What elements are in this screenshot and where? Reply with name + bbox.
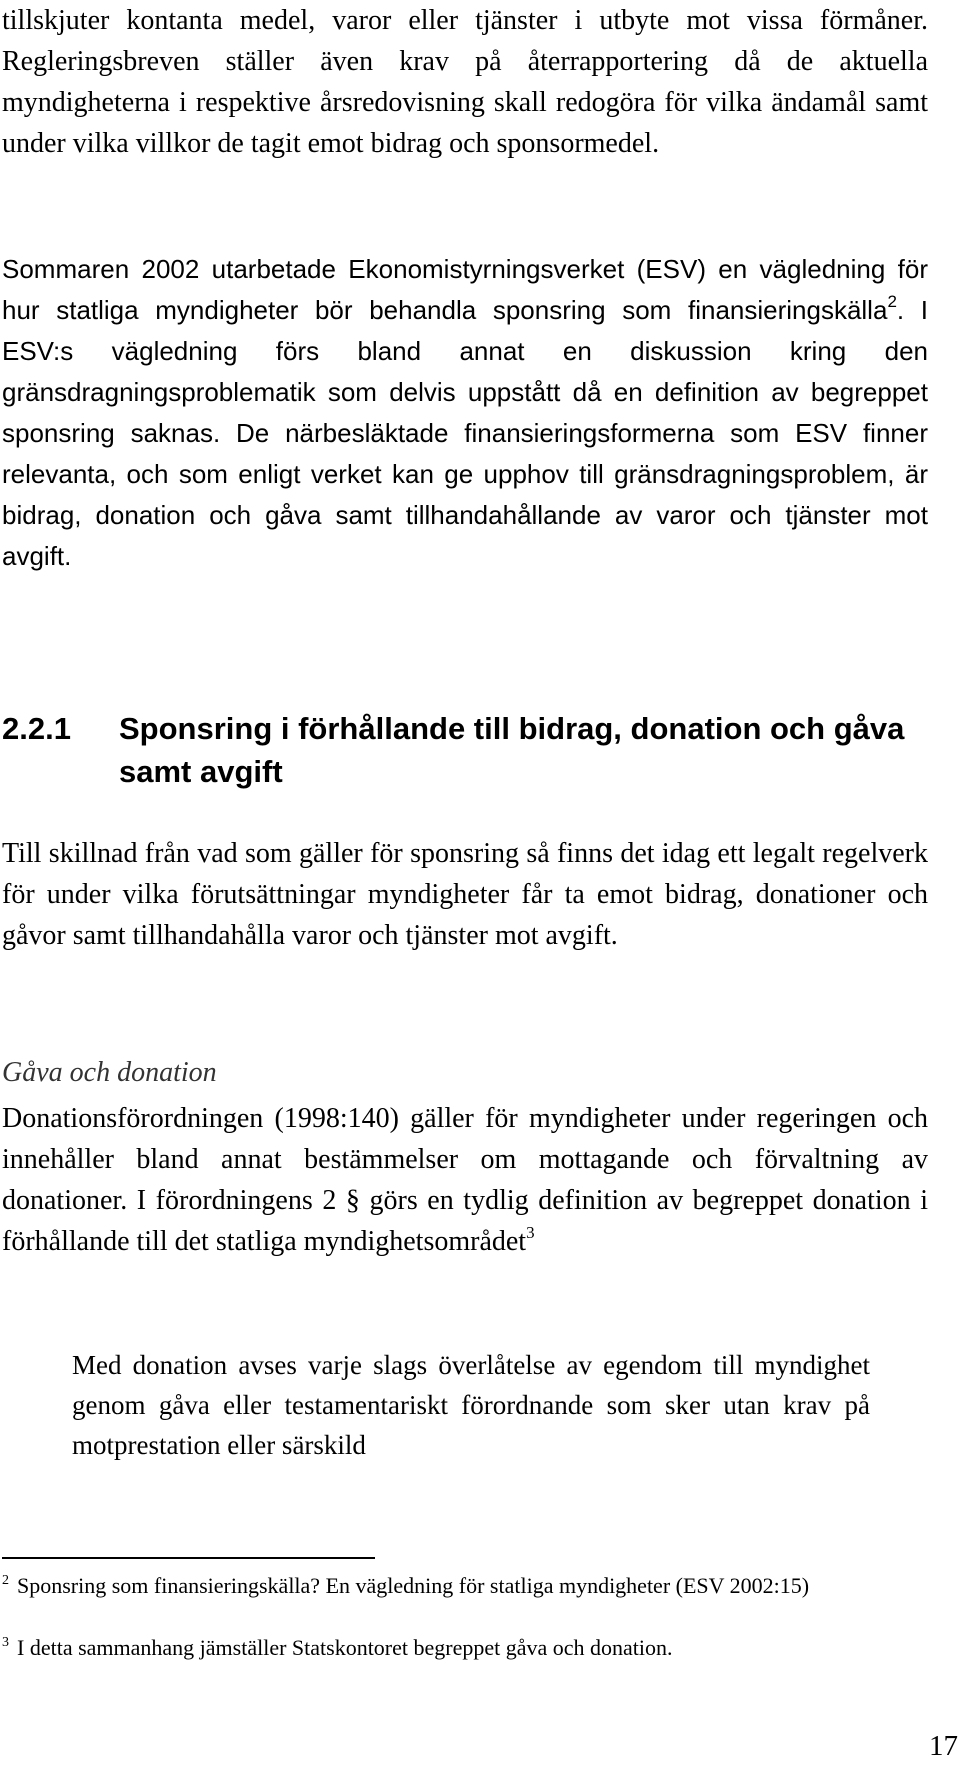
subheading-gava-och-donation: Gåva och donation <box>2 1057 217 1088</box>
footnote-3 <box>2 1632 928 1667</box>
footnote-text: I detta sammanhang jämställer Statskontoret begreppet gåva och donation. <box>17 1635 673 1660</box>
footnote-2 <box>2 1570 928 1605</box>
footnote-reference-2[interactable]: 2 <box>887 292 897 311</box>
section-title: Sponsring i förhållande till bidrag, donation och gåva samt avgift <box>119 711 905 789</box>
paragraph-text: . I ESV:s vägledning förs bland annat en diskussion kring den gränsdragningsproblematik som delvis uppstått då en definition av begreppet sponsring saknas. De närbesläktade finansieringsformerna som ESV finner relevanta, och som enligt verket kan ge upphov till gränsdragningsproblem, är bidrag, donation och gåva samt tillhandahållande av varor och tjänster mot avgift. <box>2 295 928 571</box>
footnote-separator <box>2 1557 375 1559</box>
footnote-reference-3[interactable]: 3 <box>526 1223 535 1242</box>
paragraph-text: Donationsförordningen (1998:140) gäller för myndigheter under regeringen och innehåller bland annat bestämmelser om mottagande och förvaltning av donationer. I förordningens 2 § görs en tydlig definition av begreppet donation i förhållande till det statliga myndighetsområdet <box>2 1103 928 1257</box>
paragraph-donationsforordningen <box>2 1098 928 1262</box>
paragraph-legalt-regelverk: Till skillnad från vad som gäller för sponsring så finns det idag ett legalt regelverk för under vilka förutsättningar myndigheter får ta emot bidrag, donationer och gåvor samt tillhandahålla varor och tjänster mot avgift. <box>2 838 928 951</box>
block-quote: Med donation avses varje slags överlåtelse av egendom till myndighet genom gåva eller testamentariskt förordnande som sker utan krav på motprestation eller särskild <box>72 1350 870 1460</box>
footnote-mark: 3 <box>2 1635 9 1650</box>
footnote-mark: 2 <box>2 1573 9 1588</box>
paragraph-text: Sommaren 2002 utarbetade Ekonomistyrningsverket (ESV) en vägledning för hur statliga myndigheter bör behandla sponsring som finansieringskälla <box>2 254 928 325</box>
paragraph-regleringsbreven: tillskjuter kontanta medel, varor eller tjänster i utbyte mot vissa förmåner. Regleringsbreven ställer även krav på återrapportering då de aktuella myndigheterna i respektive årsredovisning skall redogöra för vilka ändamål samt under vilka villkor de tagit emot bidrag och sponsormedel. <box>2 5 928 159</box>
paragraph-esv-vagledning <box>2 249 928 577</box>
page-number: 17 <box>929 1730 958 1762</box>
footnote-text: Sponsring som finansieringskälla? En vägledning för statliga myndigheter (ESV 2002:15) <box>17 1573 810 1598</box>
section-number: 2.2.1 <box>2 711 71 746</box>
